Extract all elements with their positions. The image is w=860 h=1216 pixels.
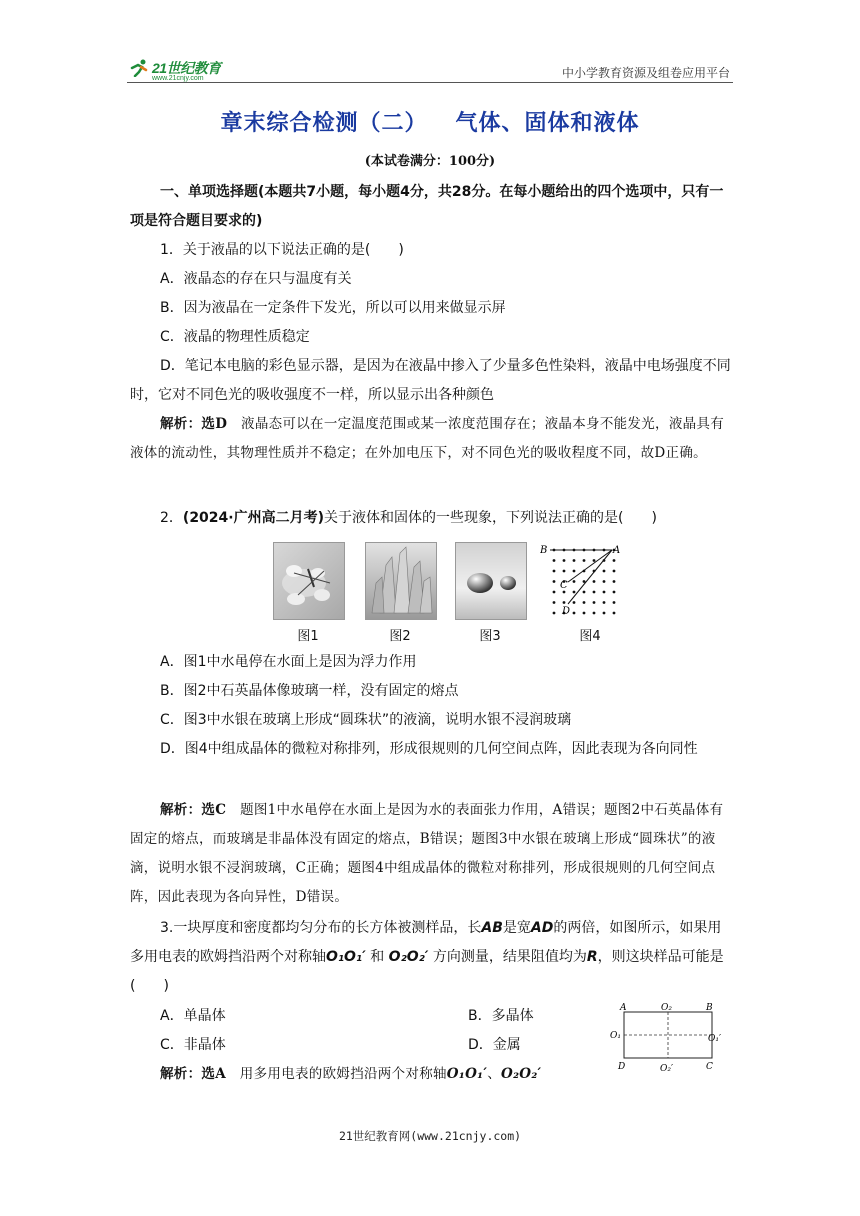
q2-option-d: D．图4中组成晶体的微粒对称排列，形成很规则的几何空间点阵，因此表现为各向同性: [160, 741, 698, 757]
fig3-label-o2p: O₂′: [660, 1064, 674, 1074]
lattice-point: [573, 570, 576, 573]
q3-axis1: O₁O₁′: [326, 949, 366, 965]
fig3-label-a: A: [620, 1003, 627, 1013]
q2-analysis-label: 解析：选C: [160, 802, 227, 818]
lattice-point: [553, 591, 556, 594]
score-note: (本试卷满分：100分): [364, 154, 496, 169]
lattice-point: [573, 580, 576, 583]
q2-source: (2024·广州高二月考): [182, 510, 325, 526]
lattice-point: [563, 591, 566, 594]
q3-and: 和: [370, 949, 385, 965]
q2-stem-line: [130, 504, 734, 533]
fig3-mercury-image: [455, 542, 527, 620]
lattice-point: [563, 601, 566, 604]
fig4-lattice-diagram: [540, 542, 620, 620]
fig3-label-b: B: [706, 1003, 713, 1013]
logo-text: 21世纪教育: [152, 60, 221, 76]
lattice-point: [603, 580, 606, 583]
q3-option-b: B．多晶体: [468, 1008, 534, 1024]
q2-analysis: [130, 796, 734, 912]
lattice-point: [553, 580, 556, 583]
q3-option-c: C．非晶体: [160, 1037, 226, 1053]
lattice-point: [613, 580, 616, 583]
section-heading: [130, 178, 734, 236]
lattice-point: [563, 559, 566, 562]
q3-stem-a: 3.一块厚度和密度都均匀分布的长方体被测样品，长: [160, 920, 482, 936]
water-strider-icon: [274, 543, 344, 619]
header-logo: [128, 58, 221, 82]
lattice-point: [573, 601, 576, 604]
fig3-label-o1: O₁: [610, 1031, 621, 1041]
fig3-label-o2: O₂: [661, 1003, 672, 1013]
q3-analysis: [160, 1060, 630, 1089]
q2-analysis-text: 题图1中水黾停在水面上是因为水的表面张力作用，A错误；题图2中石英晶体有固定的熔点，而玻璃是非晶体没有固定的熔点，B错误；题图3中水银在玻璃上形成“圆珠状”的液滴，说明水银不浸润玻璃，C正确；题图4中组成晶体的微粒对称排列，形成很规则的几何空间点阵，因此表现为各向异性，D错误。: [130, 802, 724, 905]
lattice-point: [613, 570, 616, 573]
section-desc: (本题共7小题，每小题4分，共28分。在每小题给出的四个选项中，只有一项是符合题目要求的): [130, 184, 724, 229]
fig4-label-a: A: [613, 545, 620, 556]
lattice-point: [583, 612, 586, 615]
q3-stem-c: 的两倍，如图所示，如果用多用电表的欧姆挡沿两个对称轴: [130, 920, 722, 965]
runner-logo-icon: [128, 59, 150, 77]
lattice-point: [573, 612, 576, 615]
mercury-droplet-icon: [456, 543, 526, 619]
lattice-point: [613, 601, 616, 604]
q2-number: 2．: [160, 510, 183, 526]
fig3-label-c: C: [706, 1062, 713, 1072]
q3-stem: [130, 914, 734, 1001]
q3-ana-axis2: O₂O₂′: [501, 1066, 542, 1082]
q1-option-a: A．液晶态的存在只与温度有关: [160, 271, 352, 287]
title-part-1: 章末综合检测（二）: [220, 111, 428, 136]
lattice-point: [593, 559, 596, 562]
lattice-point: [553, 570, 556, 573]
lattice-point: [593, 580, 596, 583]
lattice-point: [603, 601, 606, 604]
fig2-caption: 图2: [389, 629, 411, 644]
q1-option-b: B．因为液晶在一定条件下发光，所以可以用来做显示屏: [160, 300, 506, 316]
q3-ana-axis1: O₁O₁′: [446, 1066, 488, 1082]
fig1-water-strider-image: [273, 542, 345, 620]
lattice-point: [593, 591, 596, 594]
lattice-point: [603, 570, 606, 573]
q3-option-a: A．单晶体: [160, 1008, 226, 1024]
lattice-point: [563, 570, 566, 573]
lattice-point: [573, 591, 576, 594]
q3-option-d: D．金属: [468, 1037, 521, 1053]
q1-analysis-text: 液晶态可以在一定温度范围或某一浓度范围存在；液晶本身不能发光，液晶具有液体的流动性，其物理性质并不稳定；在外加电压下，对不同色光的吸收程度不同，故D正确。: [130, 416, 725, 461]
q3-axis2: O₂O₂′: [388, 949, 429, 965]
section-label: 一、单项选择题: [160, 184, 258, 200]
lattice-points-icon: [540, 542, 620, 620]
lattice-point: [613, 559, 616, 562]
fig2-quartz-image: [365, 542, 437, 620]
fig1-caption: 图1: [297, 629, 319, 644]
lattice-point: [613, 591, 616, 594]
q1-option-d: D．笔记本电脑的彩色显示器，是因为在液晶中掺入了少量多色性染料，液晶中电场强度不同时，它对不同色光的吸收强度不一样，所以显示出各种颜色: [130, 358, 731, 403]
fig4-caption: 图4: [579, 629, 601, 644]
header-divider: [127, 82, 733, 83]
lattice-point: [603, 612, 606, 615]
q3-analysis-text: 用多用电表的欧姆挡沿两个对称轴: [239, 1066, 447, 1082]
q2-option-c: C．图3中水银在玻璃上形成“圆珠状”的液滴，说明水银不浸润玻璃: [160, 712, 572, 728]
q3-ad: AD: [530, 920, 554, 936]
logo-sub: www.21cnjy.com: [152, 75, 204, 82]
quartz-crystal-icon: [366, 543, 436, 619]
q3-analysis-label: 解析：选A: [160, 1066, 226, 1082]
q2-option-b: B．图2中石英晶体像玻璃一样，没有固定的熔点: [160, 683, 459, 699]
lattice-point: [583, 601, 586, 604]
lattice-point: [573, 559, 576, 562]
q3-ana-sep: 、: [487, 1066, 502, 1082]
platform-name: 中小学教育资源及组卷应用平台: [561, 66, 730, 80]
lattice-point: [553, 559, 556, 562]
q1-analysis-label: 解析：选D: [160, 416, 228, 432]
lattice-point: [593, 601, 596, 604]
page-footer: 21世纪教育网(www.21cnjy.com): [338, 1129, 522, 1143]
lattice-point: [583, 591, 586, 594]
lattice-point: [553, 612, 556, 615]
title-part-2: 气体、固体和液体: [455, 111, 640, 136]
lattice-point: [553, 601, 556, 604]
q3-stem-d: 方向测量，结果阻值均为: [432, 949, 587, 965]
fig4-label-c: C: [560, 580, 568, 591]
q1-option-c: C．液晶的物理性质稳定: [160, 329, 310, 345]
q2-option-a: A．图1中水黾停在水面上是因为浮力作用: [160, 654, 417, 670]
lattice-point: [613, 612, 616, 615]
q1-analysis: [130, 410, 734, 468]
lattice-point: [583, 559, 586, 562]
lattice-point: [603, 591, 606, 594]
fig3-label-d: D: [618, 1062, 626, 1072]
fig3-caption: 图3: [479, 629, 501, 644]
q3-ab: AB: [481, 920, 503, 936]
q3-stem-e: ，则这块样品可能是( ): [130, 949, 724, 994]
q1-stem: 1．关于液晶的以下说法正确的是( ): [160, 242, 404, 258]
fig4-label-d: D: [562, 606, 571, 617]
q3-stem-b: 是宽: [502, 920, 531, 936]
q2-stem: 关于液体和固体的一些现象，下列说法正确的是( ): [324, 510, 657, 526]
page-title: [0, 106, 860, 137]
q3-r: R: [586, 949, 598, 965]
lattice-point: [593, 612, 596, 615]
fig4-label-b: B: [540, 545, 548, 556]
fig3-label-o1p: O₁′: [708, 1034, 722, 1044]
